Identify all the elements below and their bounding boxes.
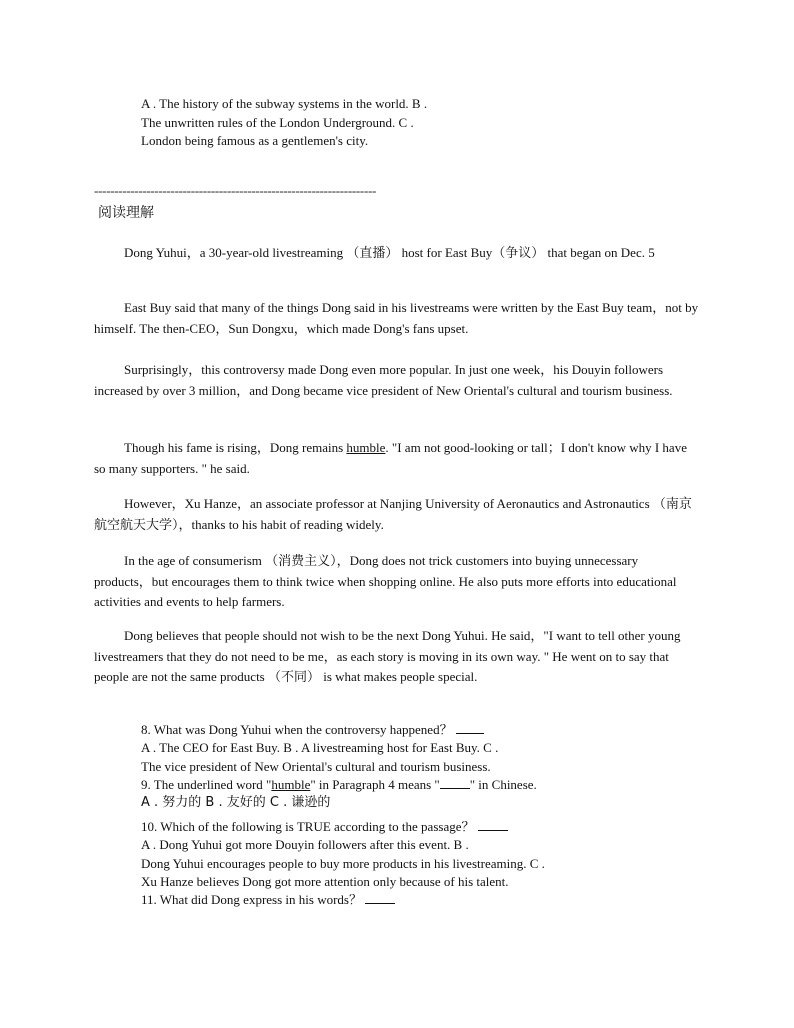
paragraph-3: Surprisingly，this controversy made Dong even more popular. In just one week，his Douyin followers increased by over 3 million，and Dong became vice president of New Oriental's cultural and tourism business. (94, 362, 673, 398)
question-11 (141, 891, 661, 909)
paragraph-5: However，Xu Hanze，an associate professor at Nanjing University of Aeronautics and Astronautics （南京航空航天大学），thanks to his habit of reading widely. (94, 496, 692, 532)
question-8 (141, 721, 661, 776)
answer-blank (456, 721, 484, 734)
question-stem: 9. The underlined word "humble" in Paragraph 4 means " " in Chinese. (141, 777, 537, 792)
answer-blank (478, 818, 508, 831)
question-stem: 8. What was Dong Yuhui when the controversy happened？ (141, 721, 661, 739)
underlined-word: humble (346, 440, 386, 455)
option-line: London being famous as a gentlemen's city. (141, 133, 369, 148)
previous-question-options (141, 95, 561, 151)
paragraph-1: Dong Yuhui，a 30-year-old livestreaming （直播） host for East Buy（争议） that began on Dec. 5 (124, 245, 655, 260)
answer-blank (440, 776, 470, 789)
paragraph-4: Though his fame is rising，Dong remains humble. "I am not good-looking or tall；I don't know why I have so many supporters. " he said. (94, 440, 687, 476)
section-divider: ---------------------------------------------------------------------- (94, 183, 377, 198)
paragraph-6: In the age of consumerism （消费主义），Dong does not trick customers into buying unnecessary products，but encourages them to think twice when shopping online. He also puts more efforts into educational activities and events to help farmers. (94, 553, 677, 609)
option-line: A . Dong Yuhui got more Douyin followers after this event. B . (141, 837, 469, 853)
option-line: The unwritten rules of the London Underground. C . (141, 114, 414, 130)
paragraph-7: Dong believes that people should not wish to be the next Dong Yuhui. He said，"I want to tell other young livestreamers that they do not need to be me，as each story is moving in its own way. " He went on to say that people are not the same products （不同） is what makes people special. (94, 628, 681, 684)
section-title: 阅读理解 (98, 206, 154, 221)
question-stem: 10. Which of the following is TRUE according to the passage？ (141, 818, 661, 836)
option-line: A . 努力的 B . 友好的 C . 谦逊的 (141, 795, 331, 811)
question-stem: 11. What did Dong express in his words？ (141, 891, 661, 909)
answer-blank (365, 891, 395, 904)
question-9 (141, 776, 661, 813)
option-line: The vice president of New Oriental's cultural and tourism business. (141, 758, 491, 774)
paragraph-2: East Buy said that many of the things Dong said in his livestreams were written by the East Buy team，not by himself. The then-CEO，Sun Dongxu，which made Dong's fans upset. (94, 300, 699, 336)
question-10 (141, 818, 661, 891)
option-line: A . The CEO for East Buy. B . A livestreaming host for East Buy. C . (141, 740, 499, 756)
option-line: A . The history of the subway systems in the world. B . (141, 96, 428, 111)
option-line: Xu Hanze believes Dong got more attention only because of his talent. (141, 873, 509, 889)
option-line: Dong Yuhui encourages people to buy more products in his livestreaming. C . (141, 855, 545, 871)
